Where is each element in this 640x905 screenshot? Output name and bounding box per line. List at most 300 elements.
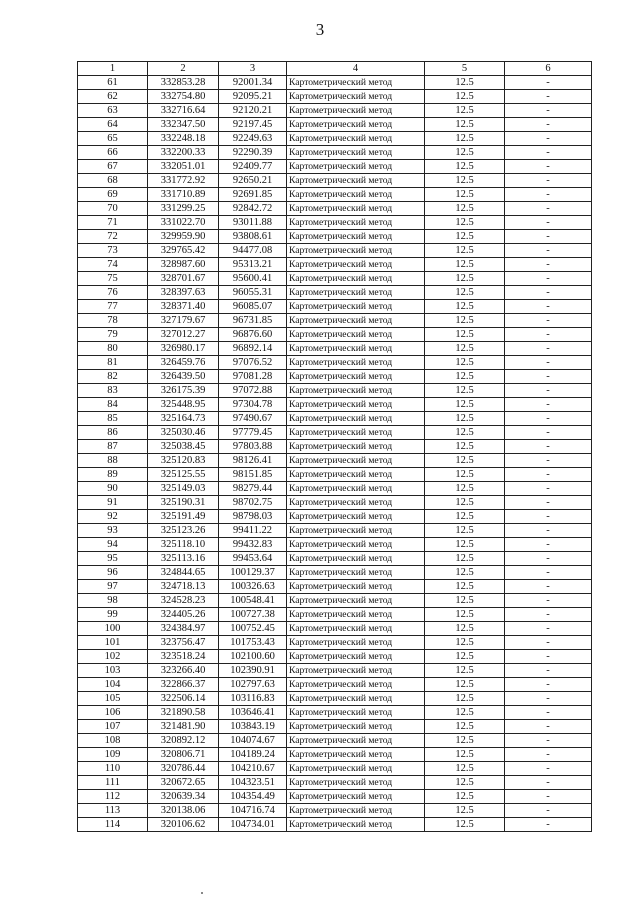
point-number-cell: 82 xyxy=(78,370,148,384)
table-row xyxy=(78,818,592,832)
note-cell: - xyxy=(505,370,592,384)
accuracy-cell: 12.5 xyxy=(425,132,505,146)
note-cell: - xyxy=(505,748,592,762)
x-coordinate-cell: 332248.18 xyxy=(148,132,219,146)
note-cell: - xyxy=(505,538,592,552)
x-coordinate-cell: 325448.95 xyxy=(148,398,219,412)
accuracy-cell: 12.5 xyxy=(425,104,505,118)
accuracy-cell: 12.5 xyxy=(425,244,505,258)
y-coordinate-cell: 92001.34 xyxy=(219,76,287,90)
accuracy-cell: 12.5 xyxy=(425,622,505,636)
x-coordinate-cell: 328701.67 xyxy=(148,272,219,286)
table-row xyxy=(78,146,592,160)
y-coordinate-cell: 100129.37 xyxy=(219,566,287,580)
x-coordinate-cell: 321481.90 xyxy=(148,720,219,734)
table-row xyxy=(78,160,592,174)
accuracy-cell: 12.5 xyxy=(425,538,505,552)
y-coordinate-cell: 93808.61 xyxy=(219,230,287,244)
point-number-cell: 70 xyxy=(78,202,148,216)
table-row xyxy=(78,594,592,608)
note-cell: - xyxy=(505,398,592,412)
accuracy-cell: 12.5 xyxy=(425,118,505,132)
column-header: 5 xyxy=(425,62,505,76)
x-coordinate-cell: 320786.44 xyxy=(148,762,219,776)
method-cell: Картометрический метод xyxy=(287,706,425,720)
x-coordinate-cell: 320892.12 xyxy=(148,734,219,748)
y-coordinate-cell: 100326.63 xyxy=(219,580,287,594)
method-cell: Картометрический метод xyxy=(287,370,425,384)
accuracy-cell: 12.5 xyxy=(425,510,505,524)
method-cell: Картометрический метод xyxy=(287,608,425,622)
point-number-cell: 72 xyxy=(78,230,148,244)
note-cell: - xyxy=(505,552,592,566)
column-header: 4 xyxy=(287,62,425,76)
point-number-cell: 89 xyxy=(78,468,148,482)
note-cell: - xyxy=(505,412,592,426)
x-coordinate-cell: 322506.14 xyxy=(148,692,219,706)
x-coordinate-cell: 332754.80 xyxy=(148,90,219,104)
note-cell: - xyxy=(505,790,592,804)
note-cell: - xyxy=(505,524,592,538)
point-number-cell: 100 xyxy=(78,622,148,636)
y-coordinate-cell: 104210.67 xyxy=(219,762,287,776)
point-number-cell: 99 xyxy=(78,608,148,622)
note-cell: - xyxy=(505,762,592,776)
point-number-cell: 68 xyxy=(78,174,148,188)
accuracy-cell: 12.5 xyxy=(425,160,505,174)
method-cell: Картометрический метод xyxy=(287,202,425,216)
accuracy-cell: 12.5 xyxy=(425,230,505,244)
method-cell: Картометрический метод xyxy=(287,440,425,454)
point-number-cell: 78 xyxy=(78,314,148,328)
x-coordinate-cell: 324384.97 xyxy=(148,622,219,636)
table-row xyxy=(78,314,592,328)
note-cell: - xyxy=(505,706,592,720)
table-row xyxy=(78,706,592,720)
accuracy-cell: 12.5 xyxy=(425,356,505,370)
note-cell: - xyxy=(505,174,592,188)
y-coordinate-cell: 92290.39 xyxy=(219,146,287,160)
point-number-cell: 108 xyxy=(78,734,148,748)
accuracy-cell: 12.5 xyxy=(425,734,505,748)
accuracy-cell: 12.5 xyxy=(425,818,505,832)
accuracy-cell: 12.5 xyxy=(425,272,505,286)
y-coordinate-cell: 104189.24 xyxy=(219,748,287,762)
method-cell: Картометрический метод xyxy=(287,496,425,510)
accuracy-cell: 12.5 xyxy=(425,580,505,594)
point-number-cell: 86 xyxy=(78,426,148,440)
point-number-cell: 74 xyxy=(78,258,148,272)
method-cell: Картометрический метод xyxy=(287,538,425,552)
y-coordinate-cell: 97076.52 xyxy=(219,356,287,370)
method-cell: Картометрический метод xyxy=(287,510,425,524)
table-row xyxy=(78,132,592,146)
point-number-cell: 64 xyxy=(78,118,148,132)
y-coordinate-cell: 102390.91 xyxy=(219,664,287,678)
table-row xyxy=(78,678,592,692)
point-number-cell: 109 xyxy=(78,748,148,762)
method-cell: Картометрический метод xyxy=(287,286,425,300)
method-cell: Картометрический метод xyxy=(287,356,425,370)
y-coordinate-cell: 98798.03 xyxy=(219,510,287,524)
accuracy-cell: 12.5 xyxy=(425,482,505,496)
note-cell: - xyxy=(505,146,592,160)
y-coordinate-cell: 97304.78 xyxy=(219,398,287,412)
point-number-cell: 94 xyxy=(78,538,148,552)
table-row xyxy=(78,258,592,272)
accuracy-cell: 12.5 xyxy=(425,720,505,734)
y-coordinate-cell: 97081.28 xyxy=(219,370,287,384)
y-coordinate-cell: 101753.43 xyxy=(219,636,287,650)
point-number-cell: 110 xyxy=(78,762,148,776)
note-cell: - xyxy=(505,314,592,328)
table-row xyxy=(78,790,592,804)
table-row xyxy=(78,174,592,188)
point-number-cell: 90 xyxy=(78,482,148,496)
method-cell: Картометрический метод xyxy=(287,90,425,104)
accuracy-cell: 12.5 xyxy=(425,776,505,790)
note-cell: - xyxy=(505,622,592,636)
table-row xyxy=(78,468,592,482)
y-coordinate-cell: 92409.77 xyxy=(219,160,287,174)
point-number-cell: 113 xyxy=(78,804,148,818)
y-coordinate-cell: 92120.21 xyxy=(219,104,287,118)
accuracy-cell: 12.5 xyxy=(425,496,505,510)
accuracy-cell: 12.5 xyxy=(425,566,505,580)
x-coordinate-cell: 328987.60 xyxy=(148,258,219,272)
point-number-cell: 105 xyxy=(78,692,148,706)
note-cell: - xyxy=(505,468,592,482)
accuracy-cell: 12.5 xyxy=(425,608,505,622)
note-cell: - xyxy=(505,202,592,216)
y-coordinate-cell: 95313.21 xyxy=(219,258,287,272)
method-cell: Картометрический метод xyxy=(287,720,425,734)
method-cell: Картометрический метод xyxy=(287,174,425,188)
note-cell: - xyxy=(505,342,592,356)
table-row xyxy=(78,454,592,468)
x-coordinate-cell: 325038.45 xyxy=(148,440,219,454)
accuracy-cell: 12.5 xyxy=(425,762,505,776)
x-coordinate-cell: 325149.03 xyxy=(148,482,219,496)
method-cell: Картометрический метод xyxy=(287,188,425,202)
method-cell: Картометрический метод xyxy=(287,216,425,230)
method-cell: Картометрический метод xyxy=(287,426,425,440)
table-row xyxy=(78,412,592,426)
x-coordinate-cell: 326439.50 xyxy=(148,370,219,384)
note-cell: - xyxy=(505,454,592,468)
x-coordinate-cell: 325125.55 xyxy=(148,468,219,482)
note-cell: - xyxy=(505,356,592,370)
y-coordinate-cell: 103843.19 xyxy=(219,720,287,734)
x-coordinate-cell: 324844.65 xyxy=(148,566,219,580)
method-cell: Картометрический метод xyxy=(287,566,425,580)
coordinates-table xyxy=(77,61,592,832)
table-row xyxy=(78,244,592,258)
note-cell: - xyxy=(505,384,592,398)
method-cell: Картометрический метод xyxy=(287,132,425,146)
y-coordinate-cell: 100727.38 xyxy=(219,608,287,622)
y-coordinate-cell: 92197.45 xyxy=(219,118,287,132)
x-coordinate-cell: 320138.06 xyxy=(148,804,219,818)
method-cell: Картометрический метод xyxy=(287,748,425,762)
point-number-cell: 84 xyxy=(78,398,148,412)
table-row xyxy=(78,104,592,118)
accuracy-cell: 12.5 xyxy=(425,678,505,692)
x-coordinate-cell: 325118.10 xyxy=(148,538,219,552)
table-row xyxy=(78,286,592,300)
note-cell: - xyxy=(505,286,592,300)
x-coordinate-cell: 320106.62 xyxy=(148,818,219,832)
accuracy-cell: 12.5 xyxy=(425,454,505,468)
x-coordinate-cell: 326459.76 xyxy=(148,356,219,370)
y-coordinate-cell: 104074.67 xyxy=(219,734,287,748)
method-cell: Картометрический метод xyxy=(287,622,425,636)
method-cell: Картометрический метод xyxy=(287,580,425,594)
x-coordinate-cell: 331772.92 xyxy=(148,174,219,188)
x-coordinate-cell: 323756.47 xyxy=(148,636,219,650)
table-row xyxy=(78,664,592,678)
x-coordinate-cell: 321890.58 xyxy=(148,706,219,720)
accuracy-cell: 12.5 xyxy=(425,524,505,538)
method-cell: Картометрический метод xyxy=(287,398,425,412)
note-cell: - xyxy=(505,496,592,510)
y-coordinate-cell: 97072.88 xyxy=(219,384,287,398)
y-coordinate-cell: 104716.74 xyxy=(219,804,287,818)
note-cell: - xyxy=(505,244,592,258)
scan-speck xyxy=(201,892,203,894)
y-coordinate-cell: 97779.45 xyxy=(219,426,287,440)
y-coordinate-cell: 103116.83 xyxy=(219,692,287,706)
method-cell: Картометрический метод xyxy=(287,804,425,818)
x-coordinate-cell: 324528.23 xyxy=(148,594,219,608)
table-row xyxy=(78,398,592,412)
method-cell: Картометрический метод xyxy=(287,342,425,356)
table-row xyxy=(78,202,592,216)
table-row xyxy=(78,440,592,454)
point-number-cell: 61 xyxy=(78,76,148,90)
table-row xyxy=(78,608,592,622)
method-cell: Картометрический метод xyxy=(287,552,425,566)
note-cell: - xyxy=(505,566,592,580)
column-header: 3 xyxy=(219,62,287,76)
y-coordinate-cell: 97803.88 xyxy=(219,440,287,454)
y-coordinate-cell: 92650.21 xyxy=(219,174,287,188)
table-row xyxy=(78,356,592,370)
point-number-cell: 91 xyxy=(78,496,148,510)
x-coordinate-cell: 320806.71 xyxy=(148,748,219,762)
point-number-cell: 112 xyxy=(78,790,148,804)
note-cell: - xyxy=(505,300,592,314)
table-row xyxy=(78,384,592,398)
accuracy-cell: 12.5 xyxy=(425,286,505,300)
table-row xyxy=(78,370,592,384)
point-number-cell: 101 xyxy=(78,636,148,650)
note-cell: - xyxy=(505,328,592,342)
accuracy-cell: 12.5 xyxy=(425,370,505,384)
x-coordinate-cell: 326980.17 xyxy=(148,342,219,356)
accuracy-cell: 12.5 xyxy=(425,258,505,272)
point-number-cell: 96 xyxy=(78,566,148,580)
point-number-cell: 73 xyxy=(78,244,148,258)
x-coordinate-cell: 332853.28 xyxy=(148,76,219,90)
point-number-cell: 88 xyxy=(78,454,148,468)
method-cell: Картометрический метод xyxy=(287,790,425,804)
y-coordinate-cell: 104323.51 xyxy=(219,776,287,790)
method-cell: Картометрический метод xyxy=(287,776,425,790)
accuracy-cell: 12.5 xyxy=(425,468,505,482)
note-cell: - xyxy=(505,76,592,90)
method-cell: Картометрический метод xyxy=(287,482,425,496)
point-number-cell: 81 xyxy=(78,356,148,370)
table-row xyxy=(78,328,592,342)
x-coordinate-cell: 328371.40 xyxy=(148,300,219,314)
point-number-cell: 85 xyxy=(78,412,148,426)
x-coordinate-cell: 325030.46 xyxy=(148,426,219,440)
y-coordinate-cell: 100548.41 xyxy=(219,594,287,608)
y-coordinate-cell: 98151.85 xyxy=(219,468,287,482)
x-coordinate-cell: 325164.73 xyxy=(148,412,219,426)
accuracy-cell: 12.5 xyxy=(425,440,505,454)
table-row xyxy=(78,482,592,496)
note-cell: - xyxy=(505,90,592,104)
x-coordinate-cell: 324405.26 xyxy=(148,608,219,622)
method-cell: Картометрический метод xyxy=(287,762,425,776)
note-cell: - xyxy=(505,104,592,118)
point-number-cell: 111 xyxy=(78,776,148,790)
table-row xyxy=(78,118,592,132)
table-row xyxy=(78,776,592,790)
table-body xyxy=(78,76,592,832)
point-number-cell: 104 xyxy=(78,678,148,692)
y-coordinate-cell: 96892.14 xyxy=(219,342,287,356)
point-number-cell: 107 xyxy=(78,720,148,734)
method-cell: Картометрический метод xyxy=(287,104,425,118)
method-cell: Картометрический метод xyxy=(287,272,425,286)
accuracy-cell: 12.5 xyxy=(425,146,505,160)
note-cell: - xyxy=(505,132,592,146)
method-cell: Картометрический метод xyxy=(287,314,425,328)
y-coordinate-cell: 98279.44 xyxy=(219,482,287,496)
table-row xyxy=(78,692,592,706)
x-coordinate-cell: 331022.70 xyxy=(148,216,219,230)
method-cell: Картометрический метод xyxy=(287,244,425,258)
x-coordinate-cell: 324718.13 xyxy=(148,580,219,594)
y-coordinate-cell: 98126.41 xyxy=(219,454,287,468)
note-cell: - xyxy=(505,594,592,608)
note-cell: - xyxy=(505,160,592,174)
y-coordinate-cell: 92249.63 xyxy=(219,132,287,146)
point-number-cell: 106 xyxy=(78,706,148,720)
x-coordinate-cell: 325120.83 xyxy=(148,454,219,468)
note-cell: - xyxy=(505,678,592,692)
y-coordinate-cell: 96055.31 xyxy=(219,286,287,300)
accuracy-cell: 12.5 xyxy=(425,188,505,202)
note-cell: - xyxy=(505,664,592,678)
x-coordinate-cell: 332200.33 xyxy=(148,146,219,160)
y-coordinate-cell: 97490.67 xyxy=(219,412,287,426)
y-coordinate-cell: 92842.72 xyxy=(219,202,287,216)
x-coordinate-cell: 329765.42 xyxy=(148,244,219,258)
method-cell: Картометрический метод xyxy=(287,384,425,398)
y-coordinate-cell: 96731.85 xyxy=(219,314,287,328)
y-coordinate-cell: 94477.08 xyxy=(219,244,287,258)
point-number-cell: 80 xyxy=(78,342,148,356)
method-cell: Картометрический метод xyxy=(287,692,425,706)
table-row xyxy=(78,230,592,244)
accuracy-cell: 12.5 xyxy=(425,384,505,398)
table-row xyxy=(78,720,592,734)
note-cell: - xyxy=(505,804,592,818)
method-cell: Картометрический метод xyxy=(287,160,425,174)
note-cell: - xyxy=(505,216,592,230)
table-row xyxy=(78,272,592,286)
point-number-cell: 95 xyxy=(78,552,148,566)
point-number-cell: 79 xyxy=(78,328,148,342)
point-number-cell: 102 xyxy=(78,650,148,664)
point-number-cell: 93 xyxy=(78,524,148,538)
method-cell: Картометрический метод xyxy=(287,76,425,90)
note-cell: - xyxy=(505,188,592,202)
note-cell: - xyxy=(505,692,592,706)
x-coordinate-cell: 329959.90 xyxy=(148,230,219,244)
point-number-cell: 114 xyxy=(78,818,148,832)
y-coordinate-cell: 96085.07 xyxy=(219,300,287,314)
point-number-cell: 63 xyxy=(78,104,148,118)
accuracy-cell: 12.5 xyxy=(425,300,505,314)
table-row xyxy=(78,566,592,580)
accuracy-cell: 12.5 xyxy=(425,342,505,356)
note-cell: - xyxy=(505,734,592,748)
method-cell: Картометрический метод xyxy=(287,412,425,426)
note-cell: - xyxy=(505,608,592,622)
accuracy-cell: 12.5 xyxy=(425,790,505,804)
point-number-cell: 62 xyxy=(78,90,148,104)
y-coordinate-cell: 98702.75 xyxy=(219,496,287,510)
accuracy-cell: 12.5 xyxy=(425,90,505,104)
table-row xyxy=(78,622,592,636)
y-coordinate-cell: 93011.88 xyxy=(219,216,287,230)
method-cell: Картометрический метод xyxy=(287,524,425,538)
accuracy-cell: 12.5 xyxy=(425,216,505,230)
x-coordinate-cell: 325191.49 xyxy=(148,510,219,524)
y-coordinate-cell: 92095.21 xyxy=(219,90,287,104)
y-coordinate-cell: 102797.63 xyxy=(219,678,287,692)
page-number: 3 xyxy=(315,20,325,39)
x-coordinate-cell: 332716.64 xyxy=(148,104,219,118)
table-row xyxy=(78,636,592,650)
method-cell: Картометрический метод xyxy=(287,468,425,482)
y-coordinate-cell: 99411.22 xyxy=(219,524,287,538)
note-cell: - xyxy=(505,258,592,272)
table-header-row xyxy=(78,62,592,76)
note-cell: - xyxy=(505,720,592,734)
accuracy-cell: 12.5 xyxy=(425,552,505,566)
note-cell: - xyxy=(505,776,592,790)
y-coordinate-cell: 104354.49 xyxy=(219,790,287,804)
table-row xyxy=(78,734,592,748)
method-cell: Картометрический метод xyxy=(287,650,425,664)
method-cell: Картометрический метод xyxy=(287,678,425,692)
accuracy-cell: 12.5 xyxy=(425,398,505,412)
note-cell: - xyxy=(505,650,592,664)
accuracy-cell: 12.5 xyxy=(425,748,505,762)
y-coordinate-cell: 99453.64 xyxy=(219,552,287,566)
table-row xyxy=(78,510,592,524)
point-number-cell: 92 xyxy=(78,510,148,524)
accuracy-cell: 12.5 xyxy=(425,706,505,720)
y-coordinate-cell: 104734.01 xyxy=(219,818,287,832)
method-cell: Картометрический метод xyxy=(287,594,425,608)
